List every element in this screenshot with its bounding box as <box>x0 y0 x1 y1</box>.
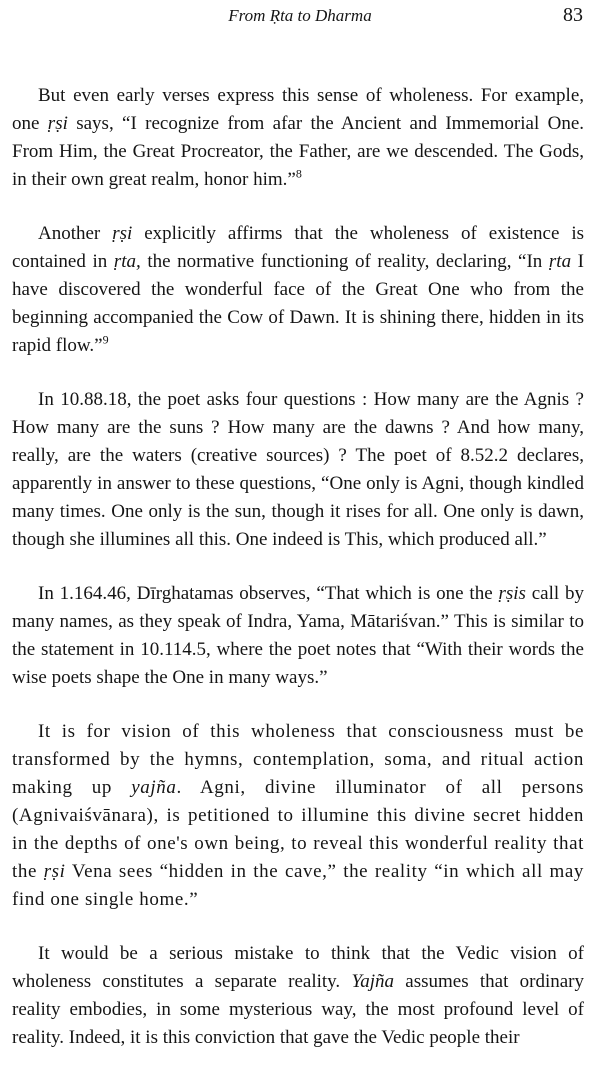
italic-term: Yajña <box>351 971 395 992</box>
text-run: assumes that ordinary reality embodies, in some mysterious way, the most profound level of reality. Indeed, it is this conviction that gave the Vedic people their <box>12 971 585 1048</box>
text-run: It would be a serious mistake to think that the Vedic vision of wholeness constitutes a separate reality. <box>12 943 584 992</box>
paragraph <box>12 386 584 554</box>
footnote-marker: 8 <box>295 166 302 181</box>
page-header <box>0 0 600 40</box>
body-text <box>12 82 584 1078</box>
paragraph <box>12 220 584 360</box>
running-head: From Ṛta to Dharma <box>228 6 372 25</box>
italic-term: ṛṣi <box>43 861 66 882</box>
text-run: I have discovered the wonderful face of the Great One who from the beginning accompanied the Cow of Dawn. It is shining there, hidden in its rapid flow.” <box>12 251 585 356</box>
text-run: In 10.88.18, the poet asks four questions : How many are the Agnis ? How many are the suns ? How many are the dawns ? And how many, really, are the waters (creative sources) ? The poet of 8.52.2 declares, apparently in answer to these questions, “One only is Agni, though kindled many times. One only is the sun, though it rises for all. One only is dawn, though she illumines all this. One indeed is This, which produced all.” <box>12 389 584 550</box>
page-number: 83 <box>563 4 583 26</box>
italic-term: ṛṣis <box>498 583 526 604</box>
text-run: explicitly affirms that the wholeness of existence is contained in <box>12 223 584 272</box>
text-run: . Agni, divine illuminator of all persons (Agnivaiśvānara), is petitioned to illumine this divine secret hidden in the depths of one's own being, to reveal this wonderful reality that the <box>12 777 584 882</box>
italic-term: ṛṣi <box>47 113 68 134</box>
italic-term: yajña <box>131 777 177 798</box>
text-run: It is for vision of this wholeness that consciousness must be transformed by the hymns, contemplation, soma, and ritual action making up <box>12 721 584 798</box>
footnote-marker: 9 <box>102 332 109 347</box>
text-run: Vena sees “hidden in the cave,” the reality “in which all may find one single home.” <box>12 861 584 910</box>
paragraph <box>12 82 584 194</box>
text-run: In 1.164.46, Dīrghatamas observes, “That which is one the <box>38 583 499 604</box>
paragraph <box>12 718 584 914</box>
italic-term: ṛta <box>548 251 572 272</box>
italic-term: ṛṣi <box>112 223 133 244</box>
paragraph <box>12 940 584 1052</box>
text-run: says, “I recognize from afar the Ancient and Immemorial One. From Him, the Great Procreator, the Father, are we descended. The Gods, in their own great realm, honor him.” <box>12 113 584 190</box>
italic-term: ṛta, <box>113 251 141 272</box>
text-run: the normative functioning of reality, declaring, “In <box>140 251 549 272</box>
text-run: Another <box>38 223 113 244</box>
text-run: call by many names, as they speak of Indra, Yama, Mātariśvan.” This is similar to the statement in 10.114.5, where the poet notes that “With their words the wise poets shape the One in many ways.” <box>12 583 584 688</box>
text-run: But even early verses express this sense of wholeness. For example, one <box>12 85 584 134</box>
paragraph <box>12 580 584 692</box>
